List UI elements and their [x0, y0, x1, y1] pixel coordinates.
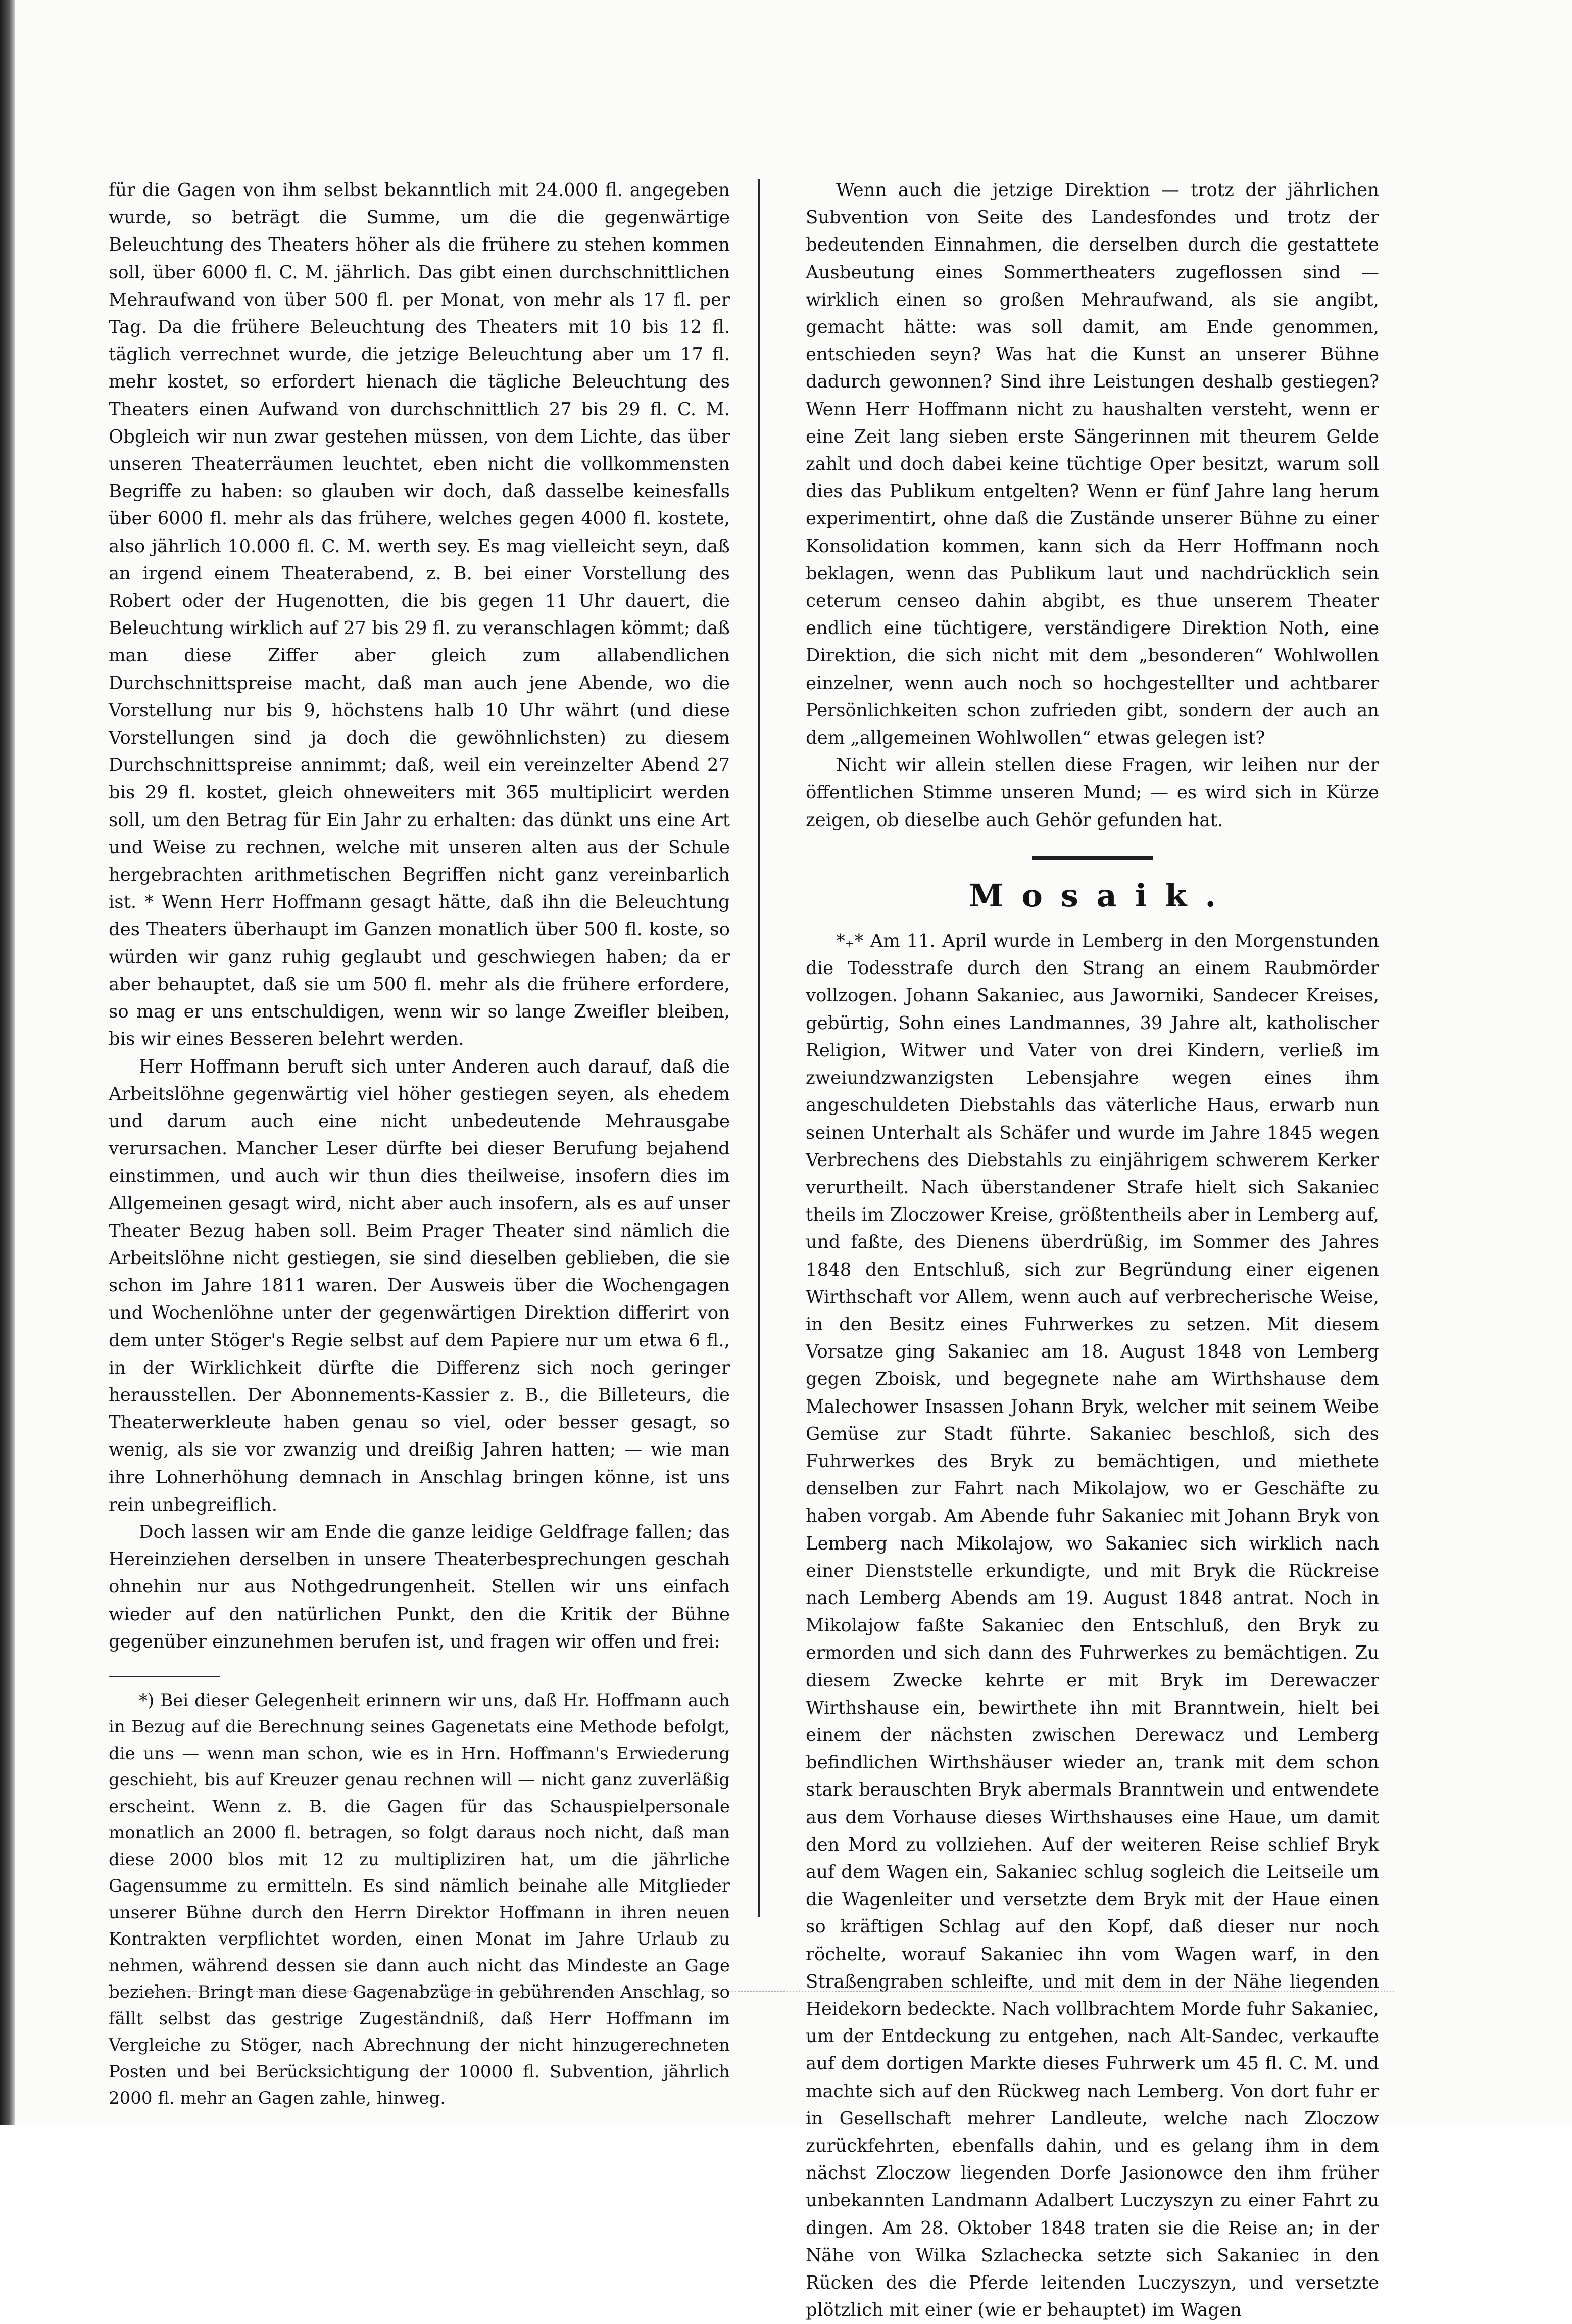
right-paragraph-2: Nicht wir allein stellen diese Fragen, wir leihen nur der öffentlichen Stimme unseren Mund; — es wird sich in Kürze zeigen, ob dieselbe auch Gehör gefunden hat.	[806, 755, 1379, 831]
left-paragraph-2: Herr Hoffmann beruft sich unter Anderen auch darauf, daß die Arbeitslöhne gegenwärtig viel höher gestiegen seyen, als ehedem und darum auch eine nicht unbedeutende Mehrausgabe verursachen. Mancher Leser dürfte bei dieser Berufung bejahend einstimmen, und auch wir thun dies theilweise, insofern dies im Allgemeinen gesagt wird, nicht aber auch insofern, als es auf unser Theater Bezug haben soll. Beim Prager Theater sind nämlich die Arbeitslöhne nicht gestiegen, sie sind dieselben geblieben, die sie schon im Jahre 1811 waren. Der Ausweis über die Wochengagen und Wochenlöhne unter der gegenwärtigen Direktion differirt von dem unter Stöger's Regie selbst auf dem Papiere nur um etwa 6 fl., in der Wirklichkeit dürfte die Differenz sich noch geringer herausstellen. Der Abonnements-Kassier z. B., die Billeteurs, die Theaterwerkleute haben genau so viel, oder besser gesagt, so wenig, als sie vor zwanzig und dreißig Jahren hatten; — wie man ihre Lohnerhöhung demnach in Anschlag bringen könne, ist uns rein unbegreiflich.	[109, 1056, 730, 1515]
right-column	[806, 177, 1379, 2321]
footnote-rule	[109, 1676, 220, 1677]
column-divider	[758, 179, 760, 1917]
page-edge-shadow	[0, 0, 15, 2125]
print-noise	[131, 1991, 1394, 1996]
right-paragraph-1: Wenn auch die jetzige Direktion — trotz der jährlichen Subvention von Seite des Landesfondes und trotz der bedeutenden Einnahmen, die derselben durch die gestattete Ausbeutung eines Sommertheaters zugeflossen sind — wirklich einen so großen Mehraufwand, als sie angibt, gemacht hätte: was soll damit, am Ende genommen, entschieden seyn? Was hat die Kunst an unserer Bühne dadurch gewonnen? Sind ihre Leistungen deshalb gestiegen? Wenn Herr Hoffmann nicht zu haushalten versteht, wenn er eine Zeit lang sieben erste Sängerinnen mit theurem Gelde zahlt und doch dabei keine tüchtige Oper besitzt, warum soll dies das Publikum entgelten? Wenn er fünf Jahre lang herum experimentirt, ohne daß die Zustände unserer Bühne zu einer Konsolidation kommen, kann sich da Herr Hoffmann noch beklagen, wenn das Publikum laut und nachdrücklich sein ceterum censeo dahin abgibt, es thue unserem Theater endlich eine tüchtigere, verständigere Direktion Noth, eine Direktion, die sich nicht mit dem „besonderen“ Wohlwollen einzelner, wenn auch noch so hochgestellter und achtbarer Persönlichkeiten schon zufrieden gibt, sondern der auch an dem „allgemeinen Wohlwollen“ etwas gelegen ist?	[806, 180, 1379, 749]
section-heading-mosaik: Mosaik.	[968, 877, 1235, 914]
footnote: *) Bei dieser Gelegenheit erinnern wir uns, daß Hr. Hoffmann auch in Bezug auf die Berechnung seines Gagenetats eine Methode befolgt, die uns — wenn man schon, wie es in Hrn. Hoffmann's Erwiederung geschieht, bis auf Kreuzer genau rechnen will — nicht ganz zuverläßig erscheint. Wenn z. B. die Gagen für das Schauspielpersonale monatlich an 2000 fl. betragen, so folgt daraus noch nicht, daß man diese 2000 blos mit 12 zu multipliziren hat, um die jährliche Gagensumme zu ermitteln. Es sind nämlich beinahe alle Mitglieder unserer Bühne durch den Herrn Direktor Hoffmann in ihren neuen Kontrakten verpflichtet worden, einen Monat im Jahre Urlaub zu nehmen, während dessen sie dann auch nicht das Mindeste an Gage beziehen. Bringt man diese Gagenabzüge in gebührenden Anschlag, so fällt selbst das gestrige Zugeständniß, daß Herr Hoffmann im Vergleiche zu Stöger, nach Abrechnung der nicht hinzugerechneten Posten und bei Berücksichtigung der 10000 fl. Subvention, jährlich 2000 fl. mehr an Gagen zahle, hinweg.	[109, 1690, 730, 2109]
section-rule	[1032, 856, 1153, 860]
left-paragraph-3: Doch lassen wir am Ende die ganze leidige Geldfrage fallen; das Hereinziehen derselben in unsere Theaterbesprechungen geschah ohnehin nur aus Nothgedrungenheit. Stellen wir uns einfach wieder auf den natürlichen Punkt, den die Kritik der Bühne gegenüber einzunehmen berufen ist, und fragen wir offen und frei:	[109, 1521, 730, 1652]
left-paragraph-1: für die Gagen von ihm selbst bekanntlich mit 24.000 fl. angegeben wurde, so beträgt die Summe, um die die gegenwärtige Beleuchtung des Theaters höher als die frühere zu stehen kommen soll, über 6000 fl. C. M. jährlich. Das gibt einen durchschnittlichen Mehraufwand von über 500 fl. per Monat, von mehr als 17 fl. per Tag. Da die frühere Beleuchtung des Theaters mit 10 bis 12 fl. täglich verrechnet wurde, die jetzige Beleuchtung aber um 17 fl. mehr kostet, so erfordert hienach die tägliche Beleuchtung des Theaters einen Aufwand von durchschnittlich 27 bis 29 fl. C. M. Obgleich wir nun zwar gestehen müssen, von dem Lichte, das über unseren Theaterräumen leuchtet, eben nicht die vollkommensten Begriffe zu haben: so glauben wir doch, daß dasselbe keinesfalls über 6000 fl. mehr als das frühere, welches gegen 4000 fl. kostete, also jährlich 10.000 fl. C. M. werth sey. Es mag vielleicht seyn, daß an irgend einem Theaterabend, z. B. bei einer Vorstellung des Robert oder der Hugenotten, die bis gegen 11 Uhr dauert, die Beleuchtung wirklich auf 27 bis 29 fl. zu veranschlagen kömmt; daß man diese Ziffer aber gleich zum allabendlichen Durchschnittspreise macht, daß man auch jene Abende, wo die Vorstellung nur bis 9, höchstens halb 10 Uhr währt (und diese Vorstellungen sind ja doch die gewöhnlichsten) zu diesem Durchschnittspreise annimmt; daß, weil ein vereinzelter Abend 27 bis 29 fl. kostet, gleich ohneweiters mit 365 multiplicirt werden soll, um den Betrag für Ein Jahr zu erhalten: das dünkt uns eine Art und Weise zu rechnen, welche mit unseren alten aus der Schule hergebrachten arithmetischen Begriffen nicht ganz vereinbarlich ist. * Wenn Herr Hoffmann gesagt hätte, daß ihn die Beleuchtung des Theaters überhaupt im Ganzen monatlich über 500 fl. koste, so würden wir ganz ruhig geglaubt und geschwiegen haben; da er aber behauptet, daß sie um 500 fl. mehr als die frühere erfordere, so mag er uns entschuldigen, wenn wir so lange Zweifler bleiben, bis wir eines Besseren belehrt werden.	[109, 180, 730, 1050]
mosaik-paragraph-1: *₊* Am 11. April wurde in Lemberg in den Morgenstunden die Todesstrafe durch den Strang an einem Raubmörder vollzogen. Johann Sakaniec, aus Jaworniki, Sandecer Kreises, gebürtig, Sohn eines Landmannes, 39 Jahre alt, katholischer Religion, Witwer und Vater von drei Kindern, verließ im zweiundzwanzigsten Lebensjahre wegen eines ihm angeschuldeten Diebstahls das väterliche Haus, erwarb nun seinen Unterhalt als Schäfer und wurde im Jahre 1845 wegen Verbrechens des Diebstahls zu einjährigem schwerem Kerker verurtheilt. Nach überstandener Strafe hielt sich Sakaniec theils im Zloczower Kreise, größtentheils aber in Lemberg auf, und faßte, des Dienens überdrüßig, im Sommer des Jahres 1848 den Entschluß, sich zur Begründung einer eigenen Wirthschaft vor Allem, wenn auch auf verbrecherische Weise, in den Besitz eines Fuhrwerkes zu setzen. Mit diesem Vorsatze ging Sakaniec am 18. August 1848 von Lemberg gegen Zboisk, und begegnete nahe am Wirthshause dem Malechower Insassen Johann Bryk, welcher mit seinem Weibe Gemüse zur Stadt führte. Sakaniec beschloß, sich des Fuhrwerkes des Bryk zu bemächtigen, und miethete denselben zur Fahrt nach Mikolajow, wo er Geschäfte zu haben vorgab. Am Abende fuhr Sakaniec mit Johann Bryk von Lemberg nach Mikolajow, wo Sakaniec sich wirklich nach einer Dienststelle erkundigte, und mit Bryk die Rückreise nach Lemberg Abends am 19. August 1848 antrat. Noch in Mikolajow faßte Sakaniec den Entschluß, den Bryk zu ermorden und sich dann des Fuhrwerkes zu bemächtigen. Zu diesem Zwecke kehrte er mit Bryk im Derewaczer Wirthshause ein, bewirthete ihn mit Branntwein, hielt bei einem der nächsten zwischen Derewacz und Lemberg befindlichen Wirthshäuser wieder an, trank mit dem schon stark berauschten Bryk abermals Branntwein und entwendete aus dem Vorhause dieses Wirthshauses eine Haue, um damit den Mord zu vollziehen. Auf der weiteren Reise schlief Bryk auf dem Wagen ein, Sakaniec schlug sogleich die Leitseile um die Wagenleiter und versetzte dem Bryk mit der Haue einen so kräftigen Schlag auf den Kopf, daß dieser nur noch röchelte, worauf Sakaniec ihn vom Wagen warf, in den Straßengraben schleifte, und mit dem in der Nähe liegenden Heidekorn bedeckte. Nach vollbrachtem Morde fuhr Sakaniec, um der Entdeckung zu entgehen, nach Alt-Sandec, verkaufte auf dem dortigen Markte dieses Fuhrwerk um 45 fl. C. M. und machte sich auf den Rückweg nach Lemberg. Von dort fuhr er in Gesellschaft mehrer Landleute, welche nach Zloczow zurückfehrten, ebenfalls dahin, und es gelang ihm in dem nächst Zloczow liegenden Dorfe Jasionowce den ihm früher unbekannten Landmann Adalbert Luczyszyn zu einer Fahrt zu dingen. Am 28. Oktober 1848 traten sie die Reise an; in der Nähe von Wilka Szlachecka setzte sich Sakaniec in den Rücken des die Pferde leitenden Luczyszyn, und versetzte plötzlich mit einer (wie er behauptet) im Wagen	[806, 931, 1379, 2321]
left-column	[109, 177, 730, 2109]
